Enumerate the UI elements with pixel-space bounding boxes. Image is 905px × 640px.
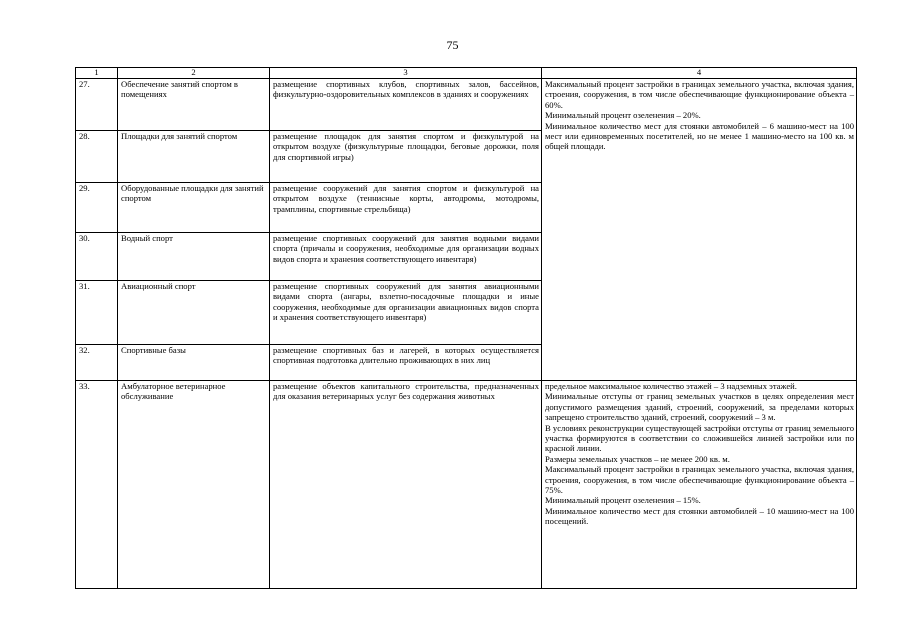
use-name: Оборудованные площадки для занятий спортом [118,183,270,233]
use-name: Амбулаторное ветеринарное обслуживание [118,381,270,589]
table-header-row [76,68,857,79]
parameter-line: предельное максимальное количество этажей – 3 надземных этажей. [545,381,797,391]
use-description: размещение спортивных баз и лагерей, в которых осуществляется спортивная подготовка длительно проживающих в них лиц [270,345,542,381]
parameter-line: Минимальный процент озеленения – 20%. [545,110,701,121]
use-name: Площадки для занятий спортом [118,131,270,183]
use-description: размещение спортивных клубов, спортивных залов, бассейнов, физкультурно-оздоровительных комплексов в зданиях и сооружениях [270,79,542,131]
row-number: 29. [76,183,118,233]
use-description: размещение спортивных сооружений для занятия авиационными видами спорта (ангары, взлетно-посадочные площадки и иные сооружения, необходимые для организации авиационных видов спорта и хранения соответствующего инвентаря) [270,281,542,345]
page-number: 75 [446,38,459,52]
regulations-table [75,67,857,589]
row-number: 33. [76,381,118,589]
use-name: Обеспечение занятий спортом в помещениях [118,79,270,131]
sport-parameters [542,79,857,381]
parameter-line: Максимальный процент застройки в границах земельного участка, включая здания, строения, сооружения, в том числе обеспечивающие функционирование объекта – 75%. [545,464,854,496]
use-name: Спортивные базы [118,345,270,381]
row-number: 32. [76,345,118,381]
table-row [76,381,857,589]
parameter-line: Минимальное количество мест для стоянки автомобилей – 10 машино-мест на 100 посещений. [545,505,854,527]
column-header: 4 [542,68,857,79]
parameter-line: В условиях реконструкции существующей застройки отступы от границ земельного участка формируются в соответствии со сложившейся линией застройки или по красной линии. [545,422,854,454]
vet-parameters [542,381,857,589]
parameter-line: Минимальное количество мест для стоянки автомобилей – 6 машино-мест на 100 мест или единовременных посетителей, но не менее 1 машино-место на 100 кв. м общей площади. [545,120,854,152]
use-description: размещение площадок для занятия спортом и физкультурой на открытом воздухе (физкультурные площадки, беговые дорожки, поля для спортивной игры) [270,131,542,183]
row-number: 27. [76,79,118,131]
use-description: размещение сооружений для занятия спортом и физкультурой на открытом воздухе (теннисные корты, автодромы, мотодромы, трамплины, спортивные стрельбища) [270,183,542,233]
use-name: Авиационный спорт [118,281,270,345]
row-number: 28. [76,131,118,183]
use-name: Водный спорт [118,233,270,281]
table-row [76,79,857,131]
row-number: 30. [76,233,118,281]
use-description: размещение спортивных сооружений для занятия водными видами спорта (причалы и сооружения, необходимые для организации водных видов спорта и хранения соответствующего инвентаря) [270,233,542,281]
use-description: размещение объектов капитального строительства, предназначенных для оказания ветеринарных услуг без содержания животных [270,381,542,589]
column-header: 1 [76,68,118,79]
row-number: 31. [76,281,118,345]
parameter-line: Размеры земельных участков – не менее 200 кв. м. [545,453,730,464]
column-header: 2 [118,68,270,79]
parameter-line: Минимальный процент озеленения – 15%. [545,495,701,506]
parameter-line: Минимальные отступы от границ земельных участков в целях определения мест допустимого размещения зданий, строений, сооружений, за пределами которых запрещено строительство зданий, строений, сооружений – 3 м. [545,391,854,423]
parameter-line: Максимальный процент застройки в границах земельного участка, включая здания, строения, сооружения, в том числе обеспечивающие функционирование объекта – 60%. [545,79,854,110]
column-header: 3 [270,68,542,79]
